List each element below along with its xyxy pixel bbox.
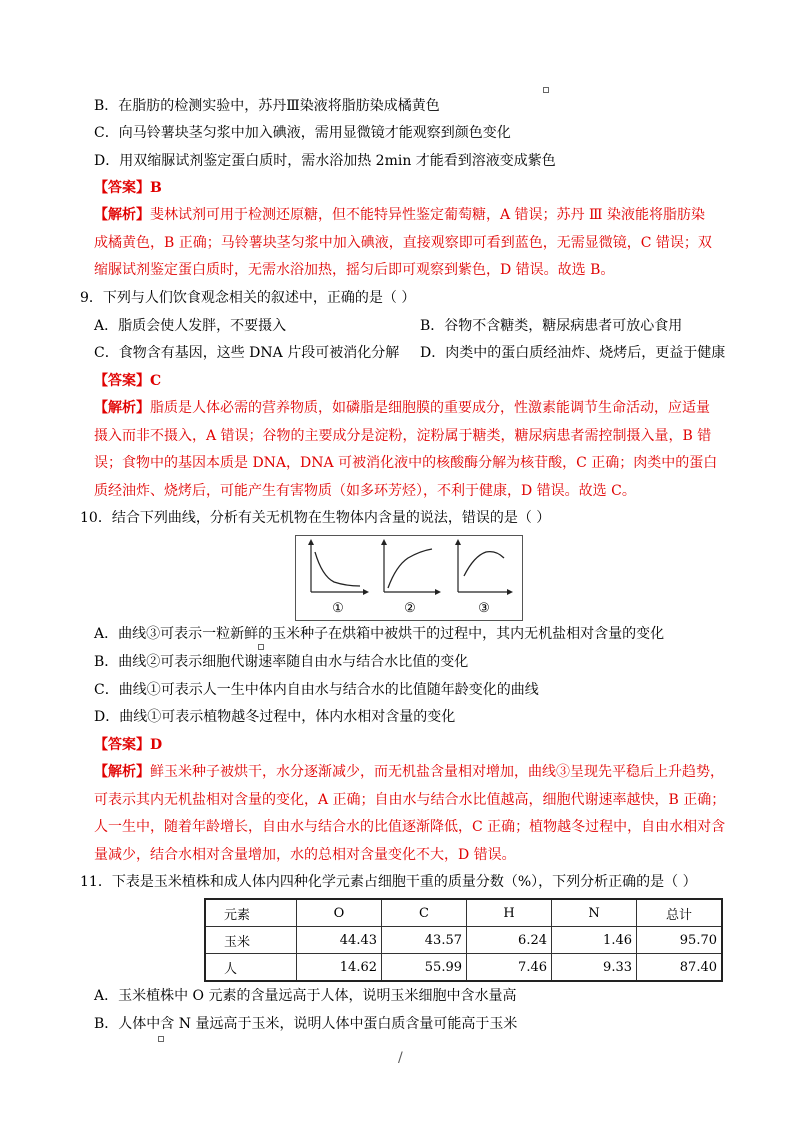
table-header-cell: N (552, 899, 637, 927)
curve-3-label: ③ (478, 601, 490, 616)
q10-analysis-line-4: 量减少，结合水相对含量增加，水的总相对含量变化不大，D 错误。 (94, 847, 516, 863)
curve-1-plot (308, 539, 369, 595)
analysis-text: 斐林试剂可用于检测还原糖，但不能特异性鉴定葡萄糖，A 错误；苏丹 Ⅲ 染液能将脂肪染 (150, 207, 705, 223)
q11-option-a: A．玉米植株中 O 元素的含量远高于人体，说明玉米细胞中含水量高 (94, 988, 517, 1004)
answer-value: C (150, 373, 162, 389)
curve-2-label: ② (404, 601, 416, 616)
q11-option-b: B．人体中含 N 量远高于玉米，说明人体中蛋白质含量可能高于玉米 (94, 1016, 518, 1032)
q10-option-a: A．曲线③可表示一粒新鲜的玉米种子在烘箱中被烘干的过程中，其内无机盐相对含量的变化 (94, 626, 665, 642)
table-cell: 1.46 (552, 927, 637, 954)
q8-option-c: C．向马铃薯块茎匀浆中加入碘液，需用显微镜才能观察到颜色变化 (94, 125, 511, 141)
page-mark: / (398, 1050, 403, 1066)
small-square-mark (158, 1036, 164, 1042)
curve-3-plot (455, 539, 513, 595)
q10-stem: 10．结合下列曲线，分析有关无机物在生物体内含量的说法，错误的是（ ） (80, 510, 551, 526)
table-cell: 55.99 (382, 954, 467, 982)
q10-option-d: D．曲线①可表示植物越冬过程中，体内水相对含量的变化 (94, 709, 456, 725)
q9-option-d: D．肉类中的蛋白质经油炸、烧烤后，更益于健康 (420, 345, 726, 361)
table-cell: 6.24 (467, 927, 552, 954)
table-cell: 95.70 (637, 927, 723, 954)
table-row (205, 954, 722, 982)
q8-answer (94, 178, 162, 198)
q8-analysis-line-2: 成橘黄色，B 正确；马铃薯块茎匀浆中加入碘液，直接观察即可看到蓝色，无需显微镜，C 错误；双 (94, 235, 712, 251)
answer-tag: 【答案】 (94, 737, 150, 753)
q10-option-b: B．曲线②可表示细胞代谢速率随自由水与结合水比值的变化 (94, 654, 469, 670)
curve-2-plot (381, 539, 441, 595)
q8-analysis-line-1 (94, 205, 705, 225)
table-header-cell: 元素 (205, 899, 297, 927)
small-square-mark (543, 87, 549, 93)
table-row (205, 927, 722, 954)
table-cell: 人 (205, 954, 297, 982)
q10-analysis-line-1 (94, 762, 724, 782)
q9-analysis-line-3: 误；食物中的基因本质是 DNA，DNA 可被消化液中的核酸酶分解为核苷酸，C 正确；肉类中的蛋白 (94, 455, 718, 471)
answer-value: B (150, 180, 162, 196)
small-square-mark (258, 644, 264, 650)
q9-analysis-line-2: 摄入而非不摄入，A 错误；谷物的主要成分是淀粉，淀粉属于糖类，糖尿病患者需控制摄入量，B 错 (94, 428, 712, 444)
q9-option-a: A．脂质会使人发胖，不要摄入 (94, 318, 287, 334)
table-cell: 玉米 (205, 927, 297, 954)
q9-option-b: B．谷物不含糖类，糖尿病患者可放心食用 (420, 318, 683, 334)
q10-analysis-line-3: 人一生中，随着年龄增长，自由水与结合水的比值逐渐降低，C 正确；植物越冬过程中，自由水相对含 (94, 819, 726, 835)
table-header-cell: O (297, 899, 382, 927)
answer-tag: 【答案】 (94, 373, 150, 389)
analysis-text: 鲜玉米种子被烘干，水分逐渐减少，而无机盐含量相对增加，曲线③呈现先平稳后上升趋势， (150, 764, 724, 780)
table-cell: 9.33 (552, 954, 637, 982)
table-header-cell: H (467, 899, 552, 927)
q10-answer (94, 735, 162, 755)
q9-stem: 9．下列与人们饮食观念相关的叙述中，正确的是（ ） (80, 290, 416, 306)
table-header-cell: C (382, 899, 467, 927)
analysis-text: 脂质是人体必需的营养物质，如磷脂是细胞膜的重要成分，性激素能调节生命活动，应适量 (150, 400, 710, 416)
q9-analysis-line-1 (94, 398, 710, 418)
curve-1-label: ① (332, 601, 344, 616)
table-header-cell: 总计 (637, 899, 723, 927)
table-cell: 43.57 (382, 927, 467, 954)
table-cell: 14.62 (297, 954, 382, 982)
analysis-tag: 【解析】 (94, 400, 150, 416)
curve-figure (295, 535, 523, 621)
table-header-row (205, 899, 722, 927)
q9-analysis-line-4: 质经油炸、烧烤后，可能产生有害物质（如多环芳烃），不利于健康，D 错误。故选 C。 (94, 483, 636, 499)
answer-value: D (150, 737, 163, 753)
q11-stem: 11．下表是玉米植株和成人体内四种化学元素占细胞干重的质量分数（%），下列分析正确的是（ ） (80, 874, 697, 890)
table-cell: 44.43 (297, 927, 382, 954)
analysis-tag: 【解析】 (94, 207, 150, 223)
q10-analysis-line-2: 可表示其内无机盐相对含量的变化，A 正确；自由水与结合水比值越高，细胞代谢速率越快，B 正确； (94, 792, 726, 808)
curve-figure-svg (296, 536, 522, 620)
q8-option-b: B．在脂肪的检测实验中，苏丹Ⅲ染液将脂肪染成橘黄色 (94, 98, 440, 114)
table-cell: 7.46 (467, 954, 552, 982)
q9-answer (94, 371, 161, 391)
q8-option-d: D．用双缩脲试剂鉴定蛋白质时，需水浴加热 2min 才能看到溶液变成紫色 (94, 153, 556, 169)
table-cell: 87.40 (637, 954, 723, 982)
element-table (204, 898, 723, 982)
q10-option-c: C．曲线①可表示人一生中体内自由水与结合水的比值随年龄变化的曲线 (94, 682, 539, 698)
q9-option-c: C．食物含有基因，这些 DNA 片段可被消化分解 (94, 345, 400, 361)
analysis-tag: 【解析】 (94, 764, 150, 780)
q8-analysis-line-3: 缩脲试剂鉴定蛋白质时，无需水浴加热，摇匀后即可观察到紫色，D 错误。故选 B。 (94, 262, 615, 278)
answer-tag: 【答案】 (94, 180, 150, 196)
